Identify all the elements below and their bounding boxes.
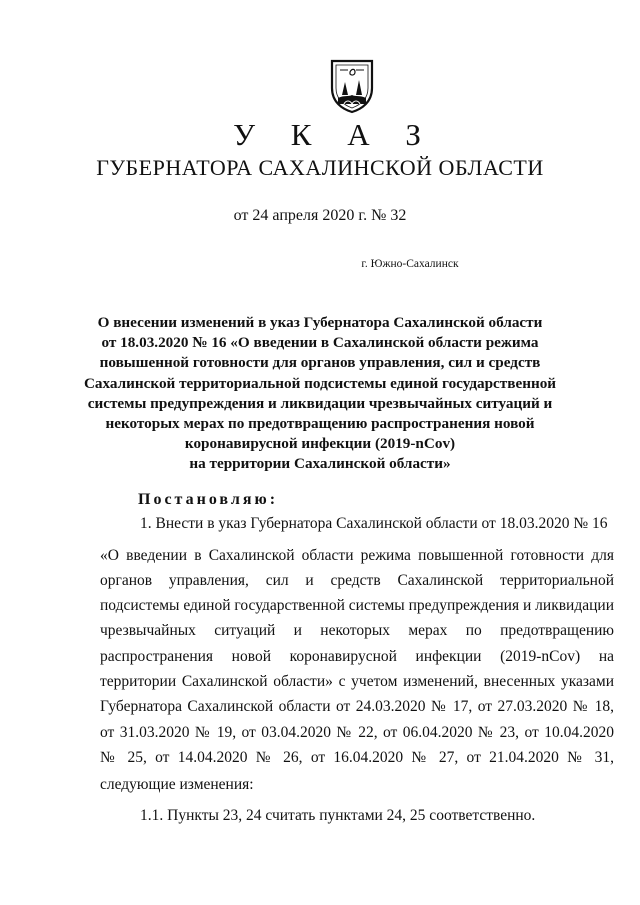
body-line: подсистемы единой государственной системы предупреждения и ликвидации	[100, 597, 614, 614]
body-line: от 31.03.2020 № 19, от 03.04.2020 № 22, от 06.04.2020 № 23, от 10.04.2020	[100, 724, 614, 741]
body-line: чрезвычайных ситуаций и некоторых мерах по предотвращению	[100, 622, 614, 639]
body-line: распространения новой коронавирусной инфекции (2019-nCov) на	[100, 648, 614, 665]
document-type-title: У К А З	[233, 117, 435, 152]
body-line: территории Сахалинской области» с учетом изменений, внесенных указами	[100, 673, 614, 690]
heading-line: от 18.03.2020 № 16 «О введении в Сахалинской области режима	[101, 334, 539, 352]
heading-line: О внесении изменений в указ Губернатора Сахалинской области	[97, 314, 543, 331]
heading-line: системы предупреждения и ликвидации чрезвычайных ситуаций и	[87, 394, 553, 412]
heading-line: коронавирусной инфекции (2019-nCov)	[184, 435, 456, 453]
body-line: Губернатора Сахалинской области от 24.03.2020 № 17, от 27.03.2020 № 18,	[100, 698, 614, 715]
body-line: «О введении в Сахалинской области режима повышенной готовности для	[100, 547, 614, 564]
heading-line: некоторых мерах по предотвращению распространения новой	[105, 415, 535, 433]
heading-line: на территории Сахалинской области»	[189, 455, 451, 473]
body-line: 1. Внести в указ Губернатора Сахалинской области от 18.03.2020 № 16	[140, 515, 608, 532]
city: г. Южно-Сахалинск	[361, 258, 459, 270]
issuer-title: ГУБЕРНАТОРА САХАЛИНСКОЙ ОБЛАСТИ	[96, 155, 544, 180]
body-line: 1.1. Пункты 23, 24 считать пунктами 24, 25 соответственно.	[140, 807, 536, 824]
heading-line: Сахалинской территориальной подсистемы единой государственной	[83, 374, 557, 392]
document-heading	[0, 313, 640, 475]
body-line: № 25, от 14.04.2020 № 26, от 16.04.2020 № 27, от 21.04.2020 № 31,	[100, 749, 614, 766]
date-and-number: от 24 апреля 2020 г. № 32	[233, 207, 407, 224]
body-line: органов управления, сил и средств Сахалинской территориальной	[100, 572, 614, 589]
resolution-label: Постановляю:	[138, 491, 279, 508]
coat-of-arms-icon	[328, 58, 376, 114]
body-line: следующие изменения:	[100, 776, 254, 793]
heading-line: повышенной готовности для органов управления, сил и средств	[99, 354, 541, 372]
